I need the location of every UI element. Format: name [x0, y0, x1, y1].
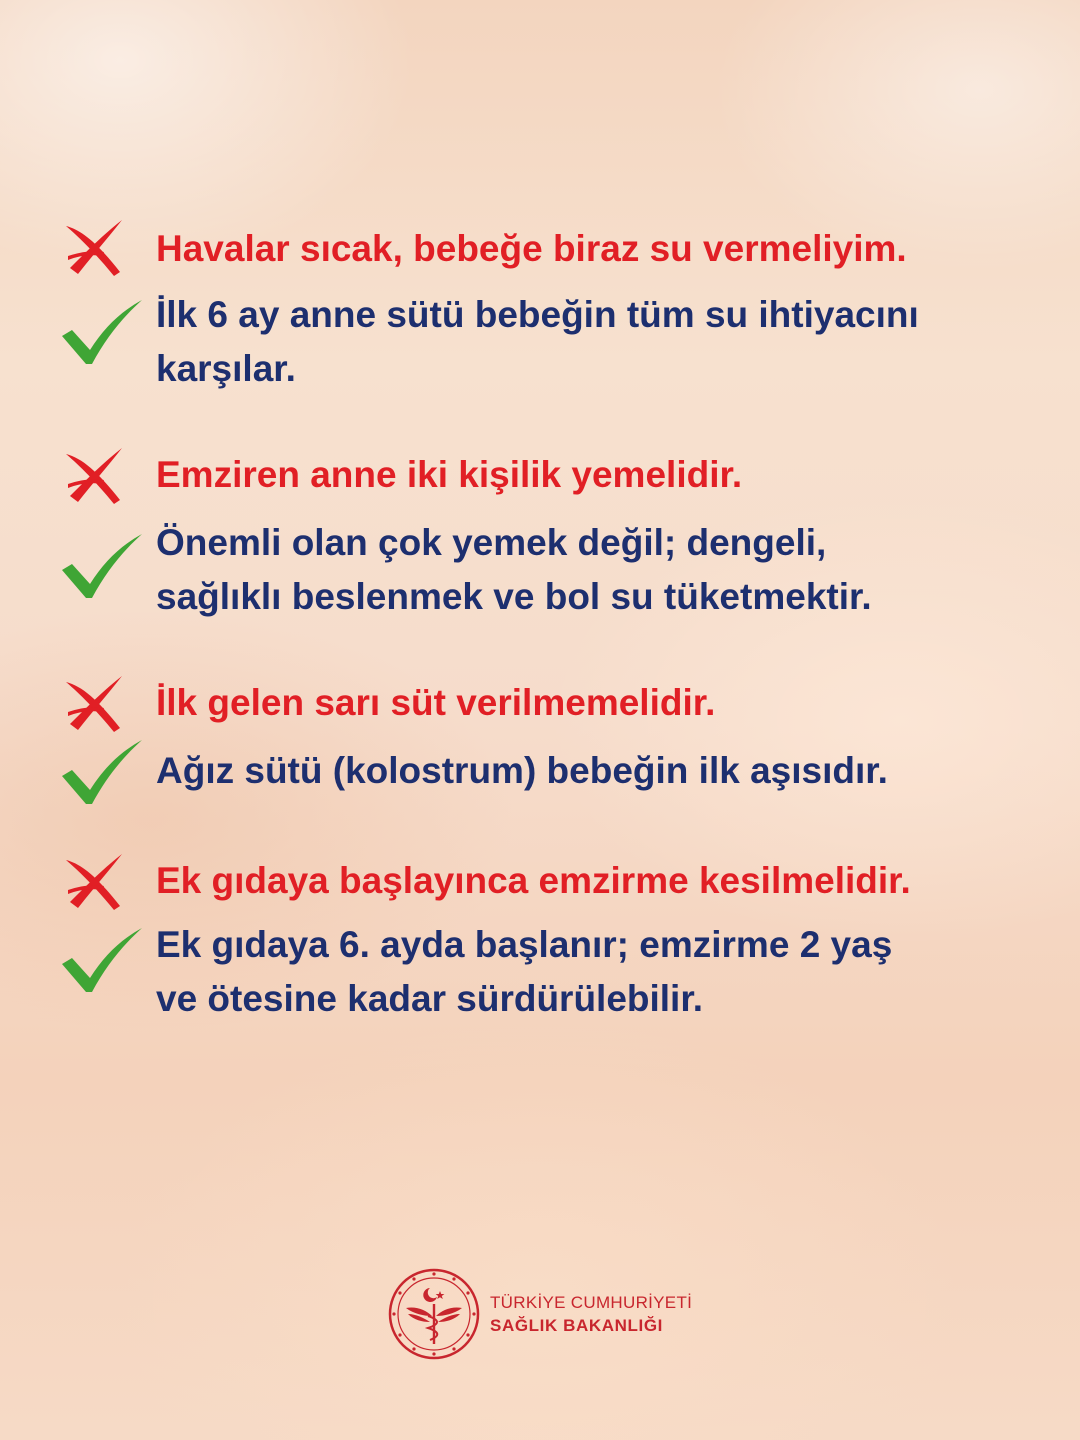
ministry-logo [386, 1266, 716, 1366]
check-mark-icon [60, 738, 140, 808]
ministry-name-line2: SAĞLIK BAKANLIĞI [490, 1316, 663, 1335]
fact-line: Ağız sütü (kolostrum) bebeğin ilk aşısıdır. [156, 750, 888, 791]
ministry-seal-icon [386, 1266, 482, 1362]
cross-mark-icon [60, 672, 140, 742]
ministry-name-line1: TÜRKİYE CUMHURİYETİ [490, 1293, 693, 1312]
myth-statement: Emziren anne iki kişilik yemelidir. [156, 454, 743, 495]
myth-statement: Ek gıdaya başlayınca emzirme kesilmelidir. [156, 860, 911, 901]
check-mark-icon [60, 298, 140, 368]
fact-line: Önemli olan çok yemek değil; dengeli, [156, 522, 827, 563]
fact-line: sağlıklı beslenmek ve bol su tüketmektir. [156, 576, 872, 617]
myth-statement: İlk gelen sarı süt verilmemelidir. [156, 682, 716, 723]
check-mark-icon [60, 926, 140, 996]
fact-line: ve ötesine kadar sürdürülebilir. [156, 978, 703, 1019]
check-mark-icon [60, 532, 140, 602]
fact-line: İlk 6 ay anne sütü bebeğin tüm su ihtiyacını [156, 294, 919, 335]
fact-line: Ek gıdaya 6. ayda başlanır; emzirme 2 yaş [156, 924, 893, 965]
cross-mark-icon [60, 216, 140, 286]
myth-statement: Havalar sıcak, bebeğe biraz su vermeliyim. [156, 228, 907, 269]
cross-mark-icon [60, 444, 140, 514]
fact-line: karşılar. [156, 348, 296, 389]
cross-mark-icon [60, 850, 140, 920]
